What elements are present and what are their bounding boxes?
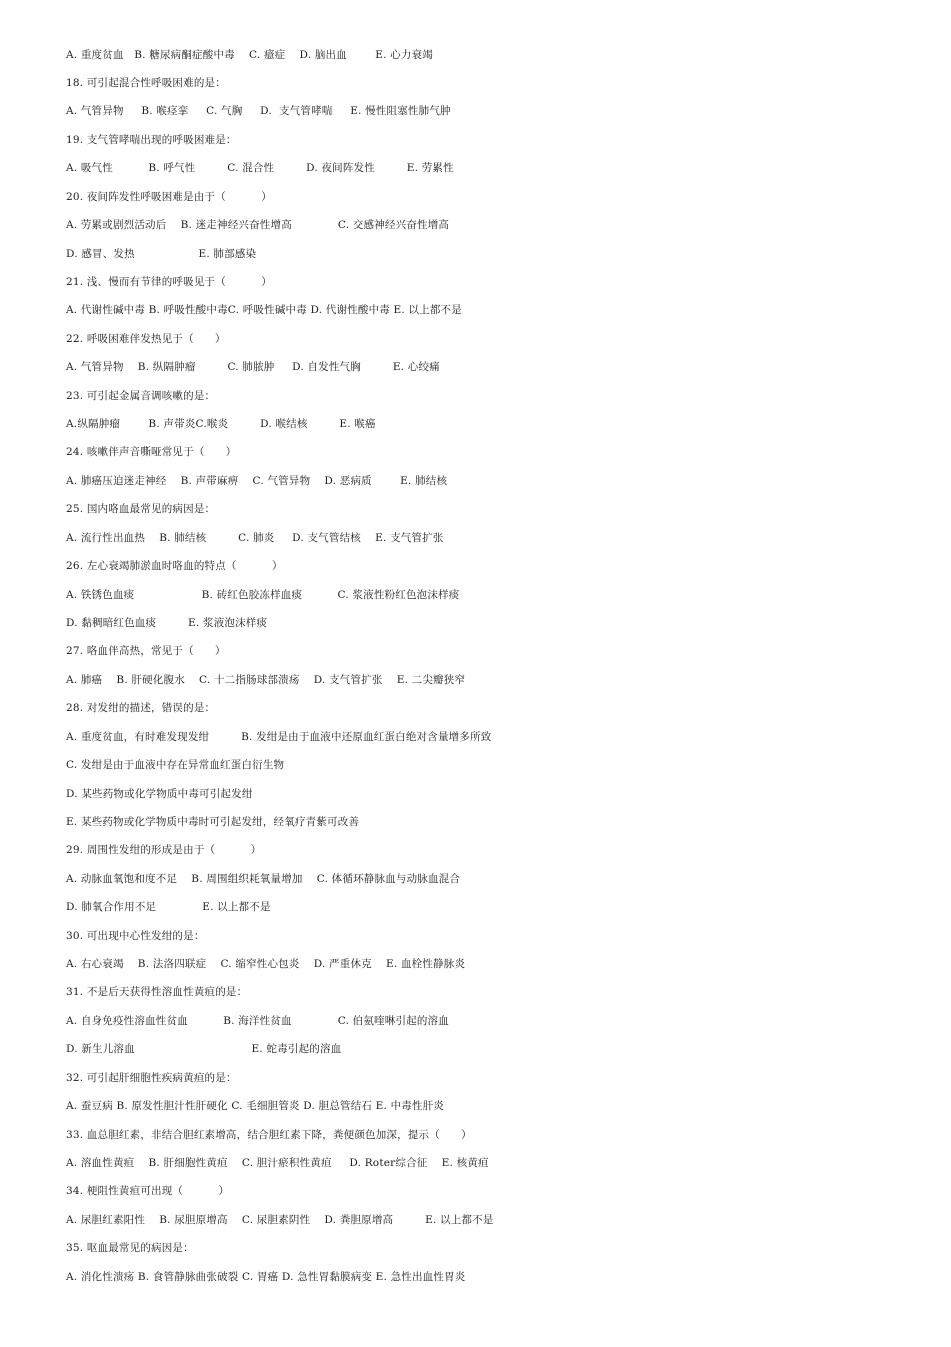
options-line: A. 消化性溃疡 B. 食管静脉曲张破裂 C. 胃癌 D. 急性胃黏膜病变 E. 急性出血性胃炎: [66, 1271, 466, 1283]
options-line: A. 气管异物 B. 喉痉挛 C. 气胸 D. 支气管哮喘 E. 慢性阻塞性肺气肿: [66, 105, 451, 117]
options-line: A. 肺癌压迫迷走神经 B. 声带麻痹 C. 气管异物 D. 恶病质 E. 肺结核: [66, 475, 448, 487]
options-line: C. 发绀是由于血液中存在异常血红蛋白衍生物: [66, 759, 285, 771]
options-line: A.纵隔肿瘤 B. 声带炎C.喉炎 D. 喉结核 E. 喉癌: [66, 418, 376, 430]
question-23: 23. 可引起金属音调咳嗽的是：: [66, 390, 216, 402]
options-line: A. 肺癌 B. 肝硬化腹水 C. 十二指肠球部溃疡 D. 支气管扩张 E. 二尖瓣狭窄: [66, 674, 466, 686]
question-21: 21. 浅、慢而有节律的呼吸见于（ ）: [66, 276, 273, 288]
options-line: E. 某些药物或化学物质中毒时可引起发绀，经氧疗青紫可改善: [66, 816, 360, 828]
options-line: A. 蚕豆病 B. 原发性胆汁性肝硬化 C. 毛细胆管炎 D. 胆总管结石 E. 中毒性肝炎: [66, 1100, 445, 1112]
question-32: 32. 可引起肝细胞性疾病黄疸的是：: [66, 1072, 237, 1084]
options-line: A. 右心衰竭 B. 法洛四联症 C. 缩窄性心包炎 D. 严重休克 E. 血栓性静脉炎: [66, 958, 466, 970]
question-22: 22. 呼吸困难伴发热见于（ ）: [66, 333, 226, 345]
question-28: 28. 对发绀的描述，错误的是：: [66, 702, 216, 714]
options-line: A. 重度贫血，有时难发现发绀 B. 发绀是由于血液中还原血红蛋白绝对含量增多所致: [66, 731, 492, 743]
options-line: A. 重度贫血 B. 糖尿病酮症酸中毒 C. 癔症 D. 脑出血 E. 心力衰竭: [66, 49, 433, 61]
question-34: 34. 梗阻性黄疸可出现（ ）: [66, 1185, 230, 1197]
options-line: A. 尿胆红素阳性 B. 尿胆原增高 C. 尿胆素阴性 D. 粪胆原增高 E. 以上都不是: [66, 1214, 494, 1226]
options-line: D. 肺氧合作用不足 E. 以上都不是: [66, 901, 271, 913]
question-26: 26. 左心衰竭肺淤血时咯血的特点（ ）: [66, 560, 283, 572]
question-19: 19. 支气管哮喘出现的呼吸困难是：: [66, 134, 237, 146]
options-line: A. 动脉血氧饱和度不足 B. 周围组织耗氧量增加 C. 体循环静脉血与动脉血混合: [66, 873, 461, 885]
options-line: A. 铁锈色血痰 B. 砖红色胶冻样血痰 C. 浆液性粉红色泡沫样痰: [66, 589, 460, 601]
options-line: A. 溶血性黄疸 B. 肝细胞性黄疸 C. 胆汁瘀积性黄疸 D. Roter综合征 E. 核黄疸: [66, 1157, 489, 1169]
options-line: D. 黏稠暗红色血痰 E. 浆液泡沫样痰: [66, 617, 268, 629]
options-line: A. 代谢性碱中毒 B. 呼吸性酸中毒C. 呼吸性碱中毒 D. 代谢性酸中毒 E. 以上都不是: [66, 304, 462, 316]
question-18: 18. 可引起混合性呼吸困难的是：: [66, 77, 226, 89]
options-line: A. 自身免疫性溶血性贫血 B. 海洋性贫血 C. 伯氨喹啉引起的溶血: [66, 1015, 449, 1027]
question-25: 25. 国内咯血最常见的病因是：: [66, 503, 216, 515]
question-24: 24. 咳嗽伴声音嘶哑常见于（ ）: [66, 446, 237, 458]
options-line: D. 感冒、发热 E. 肺部感染: [66, 248, 257, 260]
question-27: 27. 咯血伴高热，常见于（ ）: [66, 645, 226, 657]
question-30: 30. 可出现中心性发绀的是：: [66, 930, 205, 942]
options-line: A. 吸气性 B. 呼气性 C. 混合性 D. 夜间阵发性 E. 劳累性: [66, 162, 454, 174]
options-line: D. 某些药物或化学物质中毒可引起发绀: [66, 788, 253, 800]
question-35: 35. 呕血最常见的病因是：: [66, 1242, 194, 1254]
options-line: A. 劳累或剧烈活动后 B. 迷走神经兴奋性增高 C. 交感神经兴奋性增高: [66, 219, 450, 231]
options-line: A. 流行性出血热 B. 肺结核 C. 肺炎 D. 支气管结核 E. 支气管扩张: [66, 532, 444, 544]
question-31: 31. 不是后天获得性溶血性黄疸的是：: [66, 986, 248, 998]
question-29: 29. 周围性发绀的形成是由于（ ）: [66, 844, 262, 856]
question-20: 20. 夜间阵发性呼吸困难是由于（ ）: [66, 191, 273, 203]
options-line: D. 新生儿溶血 E. 蛇毒引起的溶血: [66, 1043, 342, 1055]
question-33: 33. 血总胆红素，非结合胆红素增高，结合胆红素下降，粪便颜色加深，提示（ ）: [66, 1129, 472, 1141]
options-line: A. 气管异物 B. 纵隔肿瘤 C. 肺脓肿 D. 自发性气胸 E. 心绞痛: [66, 361, 440, 373]
